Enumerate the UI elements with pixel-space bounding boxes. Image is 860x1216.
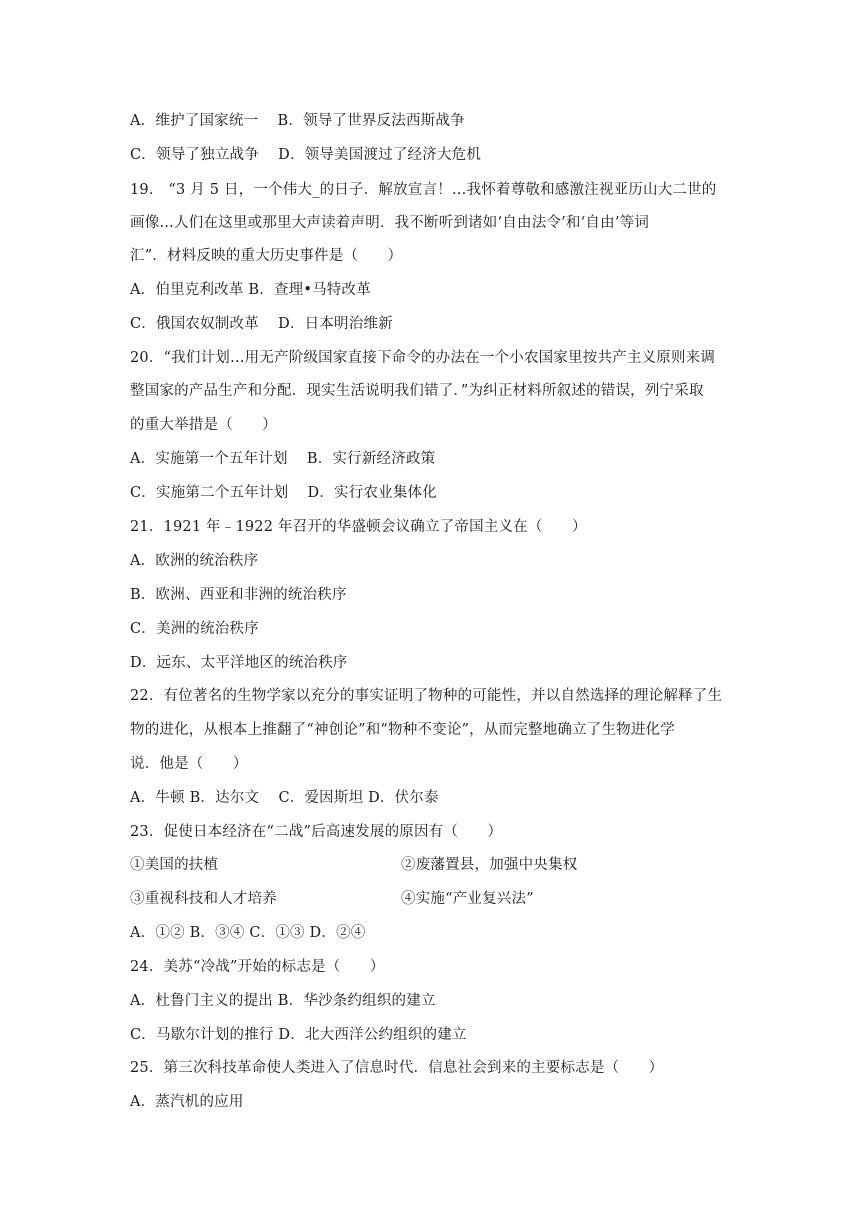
q25-option-a: A．蒸汽机的应用	[130, 1094, 244, 1110]
q23-item-4: ④实施“产业复兴法”	[401, 891, 534, 907]
q18-options-line-1: A．维护了国家统一 B．领导了世界反法西斯战争	[130, 113, 465, 129]
q23-item-2: ②废藩置县，加强中央集权	[401, 857, 578, 873]
q23-item-1: ①美国的扶植	[130, 857, 219, 873]
q22-stem-line-2: 物的进化，从根本上推翻了“神创论”和“物种不变论”，从而完整地确立了生物进化学	[130, 722, 675, 738]
q21-option-b: B．欧洲、西亚和非洲的统治秩序	[130, 587, 347, 603]
q24-options-line-2: C．马歇尔计划的推行 D．北大西洋公约组织的建立	[130, 1027, 467, 1043]
q20-stem-line-2: 整国家的产品生产和分配．现实生活说明我们错了．”为纠正材料所叙述的错误，列宁采取	[130, 383, 704, 399]
q19-stem-line-3: 汇”．材料反映的重大历史事件是（ ）	[130, 248, 403, 264]
q19-options-line-1: A．伯里克利改革 B．查理•马特改革	[130, 282, 371, 298]
q20-stem-line-1: 20．“我们计划…用无产阶级国家直接下命令的办法在一个小农国家里按共产主义原则来调	[130, 350, 716, 366]
q22-options: A．牛顿 B．达尔文 C．爱因斯坦 D．伏尔泰	[130, 790, 439, 806]
q21-option-a: A．欧洲的统治秩序	[130, 553, 259, 569]
q22-stem-line-3: 说．他是（ ）	[130, 756, 248, 772]
q20-options-line-1: A．实施第一个五年计划 B．实行新经济政策	[130, 451, 436, 467]
q19-stem-line-2: 画像…人们在这里或那里大声读着声明．我不断听到诸如‘自由法令’和‘自由’等词	[130, 215, 650, 231]
q20-options-line-2: C．实施第二个五年计划 D．实行农业集体化	[130, 485, 437, 501]
q23-stem: 23．促使日本经济在“二战”后高速发展的原因有（ ）	[130, 824, 503, 840]
q19-stem-line-1: 19． “3 月 5 日，一个伟大_的日子．解放宣言！…我怀着尊敬和感激注视亚历山大二世的	[130, 182, 717, 198]
q18-options-line-2: C．领导了独立战争 D．领导美国渡过了经济大危机	[130, 147, 482, 163]
q23-item-3: ③重视科技和人才培养	[130, 891, 277, 907]
q25-stem: 25．第三次科技革命使人类进入了信息时代．信息社会到来的主要标志是（ ）	[130, 1060, 664, 1076]
q19-options-line-2: C．俄国农奴制改革 D．日本明治维新	[130, 316, 393, 332]
q21-option-d: D．远东、太平洋地区的统治秩序	[130, 655, 348, 671]
q21-option-c: C．美洲的统治秩序	[130, 621, 259, 637]
q23-options: A．①② B．③④ C．①③ D．②④	[130, 925, 366, 941]
q20-stem-line-3: 的重大举措是（ ）	[130, 417, 277, 433]
q22-stem-line-1: 22．有位著名的生物学家以充分的事实证明了物种的可能性，并以自然选择的理论解释了生	[130, 688, 723, 704]
q21-stem: 21．1921 年﹣1922 年召开的华盛顿会议确立了帝国主义在（ ）	[130, 519, 587, 535]
q24-options-line-1: A．杜鲁门主义的提出 B．华沙条约组织的建立	[130, 993, 436, 1009]
q24-stem: 24．美苏“冷战”开始的标志是（ ）	[130, 959, 385, 975]
